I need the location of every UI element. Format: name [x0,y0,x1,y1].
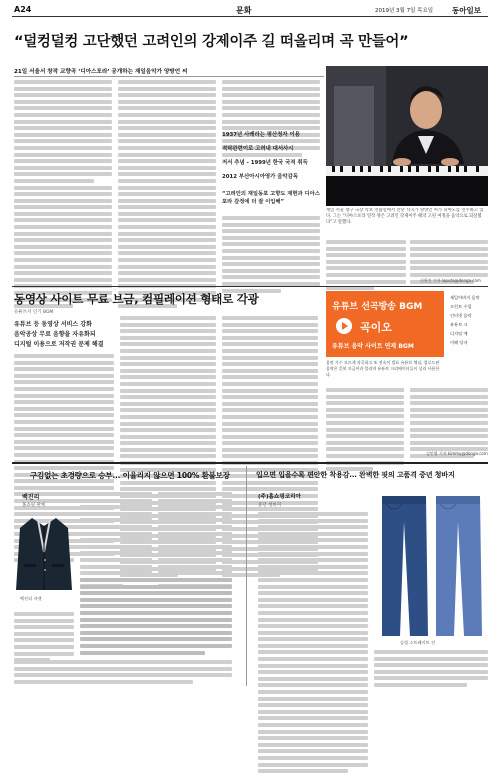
video-title: 유튜브 선곡방송 BGM [332,302,423,312]
article1-col2 [118,80,216,311]
fact-line: 저서 추념 - 1999년 한국 국적 취득 [222,160,308,166]
video-screenshot [326,291,444,357]
ad-right-text [258,512,368,776]
side-note-line: 인터넷 음악 [450,313,472,318]
ad-divider [12,462,488,464]
article1-photo [326,66,488,206]
article1-col4 [326,240,406,293]
ad-right-product-label: 슬림 스트레이트 진 [400,640,436,645]
ad-right-brand: (주)홈쇼핑코리아 [258,494,301,500]
side-note-line: 디지털 예 [450,331,468,336]
article2-credit: 김민영 기자 kimmy@donga.com [426,451,488,456]
article1-col3b [222,216,320,295]
ad-right-headline: 입으면 입을수록 편안한 착용감... 완벽한 핏의 고품격 중년 청바지 [256,470,455,479]
article2-col4 [326,388,404,474]
subhead-line: 유튜브 등 동영상 서비스 강화 [14,321,92,328]
ad-left-brand: 백진리 [22,494,40,501]
video-caption: 음악 가수 모르게 작곡하고 또 전속이 발표 유튜브 채널, 업로드된 음악은 흔히 브금이라 불리며 유튜브 크리에이터들이 널리 사용한다. [326,360,440,377]
fact-line: 적탁관련이로 고려내 대서사시 [222,146,294,152]
page-number: A24 [14,5,32,14]
subhead-line: 음악공상 무료 음향을 자유화되 [14,331,96,338]
side-note [450,293,488,347]
article1-credit: 신원건 기자 laputa@donga.com [420,278,481,283]
date: 2019년 3월 7일 목요일 [375,8,434,14]
jacket-image [14,512,74,594]
fact-box [222,128,320,186]
subhead-line: 디지털 이용으로 저작권 문제 해결 [14,341,104,348]
jeans-icon [374,492,490,638]
section-label: 문화 [236,6,252,15]
side-note-line: 유튜브 크 [450,322,468,327]
masthead-rule [12,16,488,17]
fact-line: 1937년 사례라는 평산청자 이용 [222,132,300,138]
pianist-illustration [326,66,488,206]
side-note-line: 제일아버지 음악 [450,295,480,300]
ad-left-product-label: 백진리 자켓 [20,596,42,601]
ad-separator [246,466,247,686]
ad-left-text [80,492,152,591]
video-sub: 곡이오 [360,321,392,334]
article1-col1 [14,80,112,311]
article1-subhead: 21일 서울서 창작 교향곡 ‘디아스포라’ 공개하는 재일음악가 양방언 씨 [14,69,188,75]
photo-caption: 재일 서울 창구 극장 악보 연습실에서 만난 작곡가 양방언 씨가 피아노를 연주하고 있다. 그는 “디아스포라 연작 양은 고려인 강제이주 때의 고된 여정을 음악으로 되살렸다”고 말했다. [326,208,484,226]
play-icon [336,318,352,334]
side-note-line: 프런트 수입 [450,304,472,309]
article2-byline: 유튜브서 인기 BGM [14,310,54,315]
ad-right-brand-sub: 중년 청바지 [258,503,282,508]
article2-headline: 동영상 사이트 무료 브금, 컴필레이션 형태로 각광 [14,292,259,306]
ad-right-footer [374,650,488,690]
ad-left-brand-sub: 홈쇼핑 판매 [22,503,46,508]
ad-left-text4 [14,612,74,665]
article2-col5 [410,388,488,461]
ad-left-footer [14,660,232,686]
jacket-icon [14,512,74,594]
article-divider [12,286,488,287]
paper-name: 동아일보 [452,6,481,15]
fact-line: 2012 부산아시아영가 음악감독 [222,174,299,180]
side-note-line: 이해 당자 [450,340,468,345]
article1-headline: “덜컹덜컹 고단했던 고려인의 강제이주 길 떠올리며 곡 만들어” [14,34,409,50]
jeans-image [374,492,490,638]
ad-left-text3 [80,578,232,657]
video-bottom: 유튜브 음악 사이트 연재 BGM [332,343,414,350]
ad-left-headline: 구김없는 초경량으로 승부... 이율리지 않으면 100% 환불보장 [30,471,230,480]
subhead-rule [14,76,324,77]
quote2: “고려인의 재일동포 고향도 재현과 디아스포라 감정에 더 잘 이입해” [222,191,320,205]
article2-subheads [14,320,114,350]
